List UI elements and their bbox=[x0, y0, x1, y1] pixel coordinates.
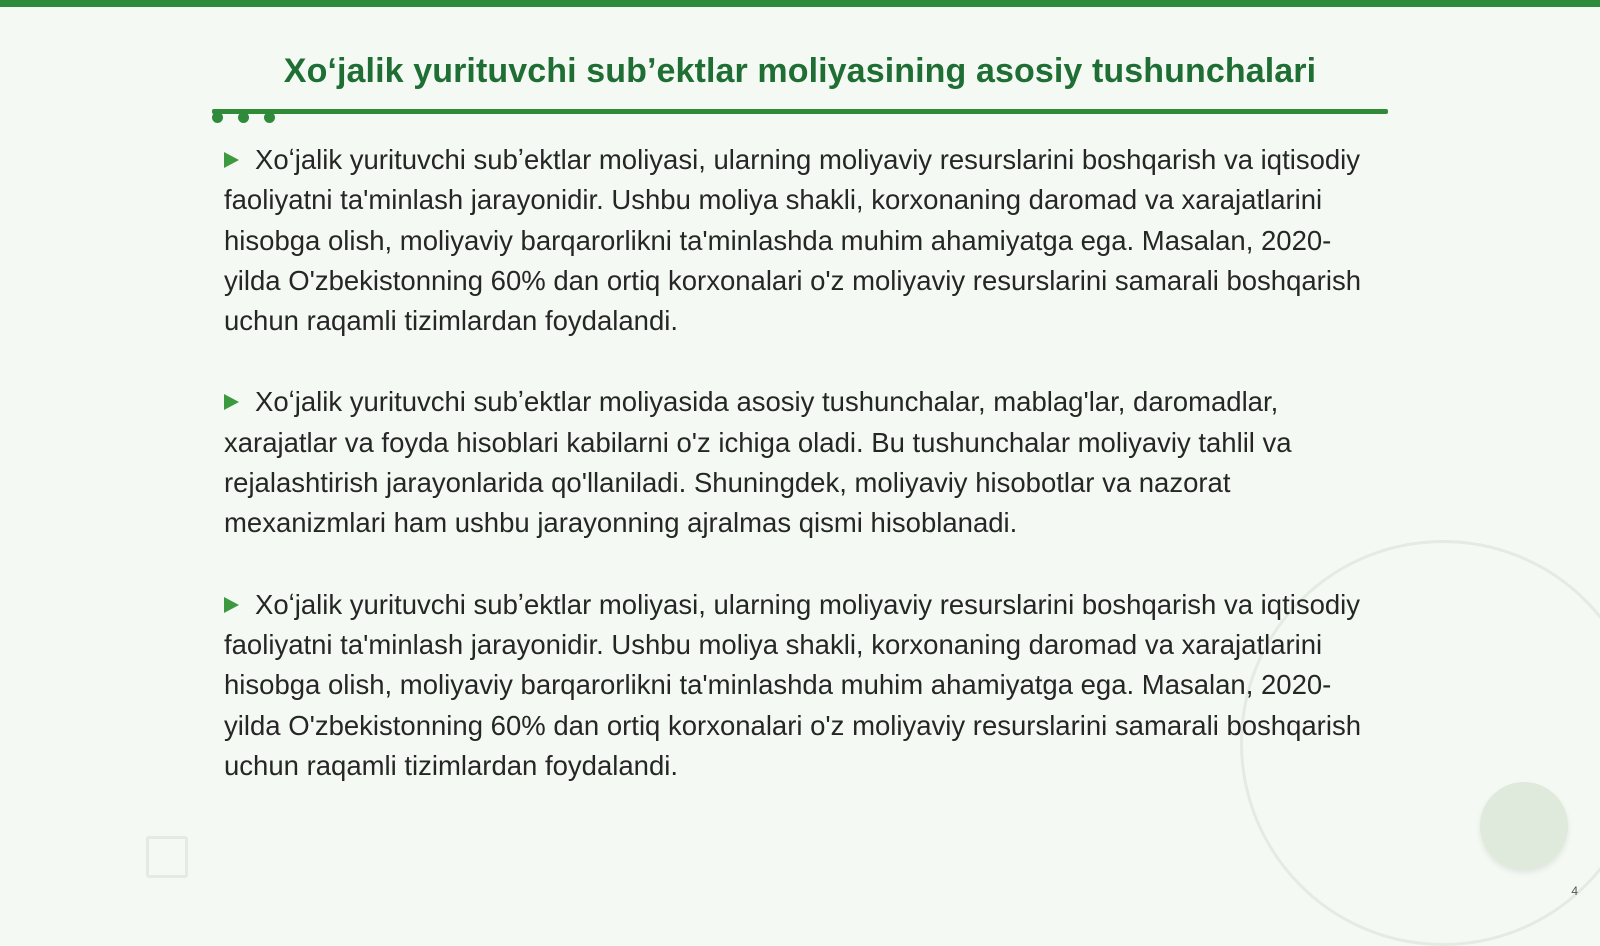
decorative-square bbox=[146, 836, 188, 878]
underline-dot bbox=[264, 112, 275, 123]
bullet-paragraph bbox=[224, 585, 1384, 786]
slide-body bbox=[224, 140, 1384, 827]
bullet-text: Xoʻjalik yurituvchi subʼektlar moliyasida asosiy tushunchalar, mablag'lar, daromadlar, xarajatlar va foyda hisoblari kabilarni o'z ichiga oladi. Bu tushunchalar moliyaviy tahlil va rejalashtirish jarayonlarida qo'llaniladi. Shuningdek, moliyaviy hisobotlar va nazorat mexanizmlari ham ushbu jarayonning ajralmas qismi hisoblanadi. bbox=[224, 386, 1292, 539]
title-underline bbox=[212, 109, 1388, 114]
page-number: 4 bbox=[1571, 884, 1578, 898]
bullet-paragraph bbox=[224, 140, 1384, 341]
bullet-text: Xoʻjalik yurituvchi subʼektlar moliyasi, ularning moliyaviy resurslarini boshqarish va iqtisodiy faoliyatni ta'minlash jarayonidir. Ushbu moliya shakli, korxonaning daromad va xarajatlarini hisobga olish, moliyaviy barqarorlikni ta'minlashda muhim ahamiyatga ega. Masalan, 2020-yilda O'zbekistonning 60% dan ortiq korxonalari o'z moliyaviy resurslarini samarali boshqarish uchun raqamli tizimlardan foydalandi. bbox=[224, 144, 1361, 337]
top-accent-bar bbox=[0, 0, 1600, 7]
triangle-bullet-icon bbox=[224, 394, 239, 410]
triangle-bullet-icon bbox=[224, 152, 239, 168]
bullet-text: Xoʻjalik yurituvchi subʼektlar moliyasi, ularning moliyaviy resurslarini boshqarish va iqtisodiy faoliyatni ta'minlash jarayonidir. Ushbu moliya shakli, korxonaning daromad va xarajatlarini hisobga olish, moliyaviy barqarorlikni ta'minlashda muhim ahamiyatga ega. Masalan, 2020-yilda O'zbekistonning 60% dan ortiq korxonalari o'z moliyaviy resurslarini samarali boshqarish uchun raqamli tizimlardan foydalandi. bbox=[224, 588, 1361, 781]
triangle-bullet-icon bbox=[224, 597, 239, 613]
slide-title: Xoʻjalik yurituvchi subʼektlar moliyasining asosiy tushunchalari bbox=[283, 52, 1317, 90]
underline-dot bbox=[212, 112, 223, 123]
bullet-paragraph bbox=[224, 382, 1384, 543]
decorative-circle bbox=[1480, 782, 1568, 870]
underline-dot bbox=[238, 112, 249, 123]
